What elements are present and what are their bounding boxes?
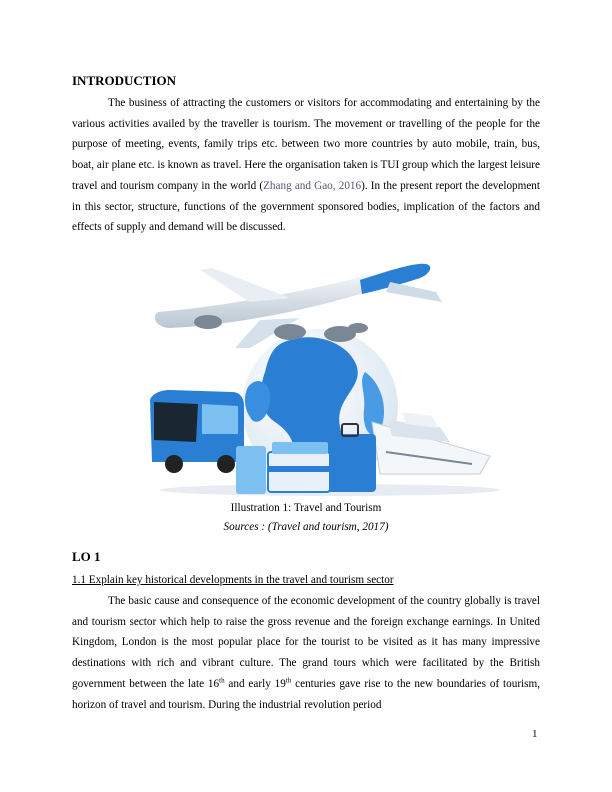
cruise-ship-icon	[372, 412, 490, 474]
lo1-text-3: centuries gave rise to the new boundaries of tourism, horizon of travel and tourism. During the industrial revolution period	[72, 677, 541, 711]
lo1-heading: LO 1	[72, 549, 101, 564]
bus-icon	[150, 390, 244, 473]
figure-caption: Illustration 1: Travel and Tourism	[230, 502, 382, 514]
lo1-subheading: 1.1 Explain key historical developments in the travel and tourism sector	[72, 574, 394, 586]
lo1-text-1: The basic cause and consequence of the economic development of the country globally is travel and tourism sector which help to raise the gross revenue and the foreign exchange earnings. In United Kingdom, London is the most popular place for the tourist to be visited as it has many impressive destinations with rich and vibrant culture. The grand tours which were facilitated by the British government between the late 16	[72, 595, 540, 690]
travel-tourism-illustration	[140, 252, 500, 498]
lo1-paragraph	[72, 591, 540, 715]
lo1-text-2: and early 19	[224, 677, 286, 690]
airplane-icon	[155, 263, 442, 348]
lo1-sup-1: th	[219, 676, 225, 685]
lo1-sup-2: th	[285, 676, 292, 685]
introduction-citation: Zhang and Gao, 2016	[263, 179, 362, 192]
page-number: 1	[532, 728, 538, 740]
figure-source: Sources : (Travel and tourism, 2017)	[223, 521, 389, 533]
introduction-text: The business of attracting the customers or visitors for accommodating and entertaining by the various activities availed by the traveller is tourism. The movement or travelling of the people for the purpose of meeting, events, family trips etc. between two more countries by auto mobile, train, bus, boat, air plane etc. is known as travel. Here the organisation taken is TUI group which the largest leisure travel and tourism company in the world (	[72, 97, 540, 192]
introduction-heading: INTRODUCTION	[72, 73, 177, 88]
introduction-text-end: ). In the present report the development in this sector, structure, functions of the government sponsored bodies, implication of the factors and effects of supply and demand will be discussed.	[72, 179, 541, 234]
introduction-paragraph	[72, 93, 540, 238]
